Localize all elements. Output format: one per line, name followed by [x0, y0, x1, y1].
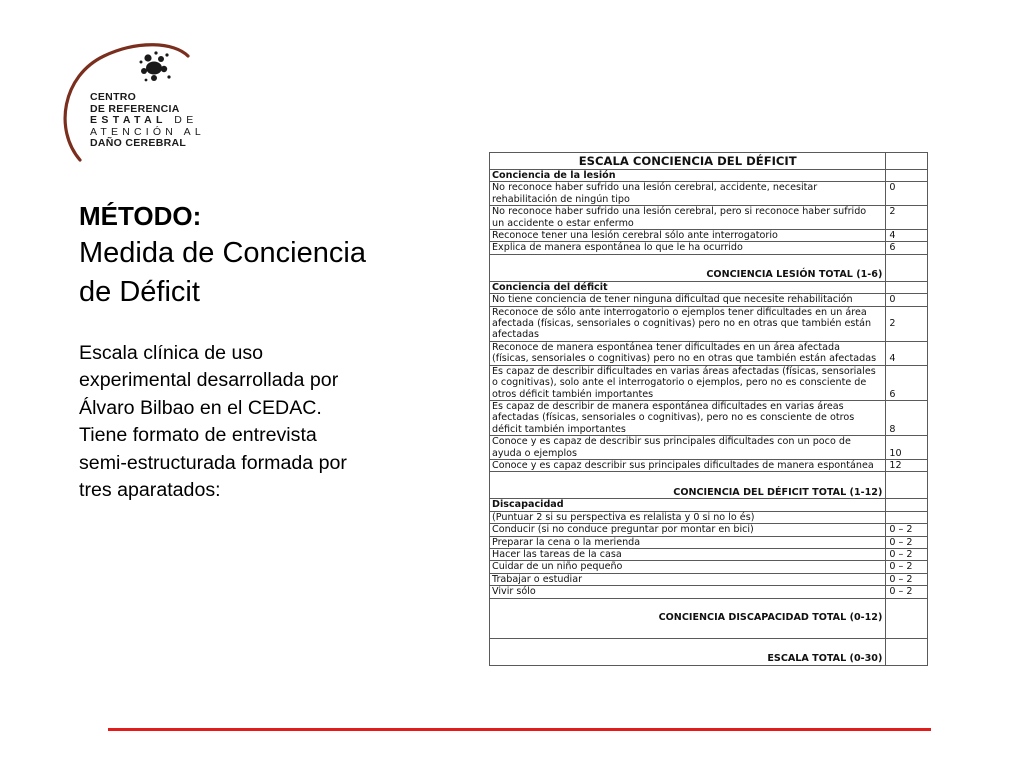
total-label: CONCIENCIA DEL DÉFICIT TOTAL (1-12) [490, 472, 886, 499]
left-text-block [79, 200, 454, 504]
criterion-line: (físicas, sensoriales o cognitivas) pero no en otras que también están afectadas [492, 353, 877, 365]
table-row [490, 294, 928, 306]
criterion-line: otros déficit también importantes [492, 388, 654, 400]
table-title: ESCALA CONCIENCIA DEL DÉFICIT [490, 153, 886, 170]
criterion-cell [490, 561, 886, 573]
section-title: Discapacidad [490, 499, 886, 511]
bottom-divider [108, 728, 931, 731]
subtitle-line: Medida de Conciencia [79, 237, 366, 269]
total-row [490, 638, 928, 665]
deficit-awareness-scale-table [489, 152, 928, 666]
table-row [490, 341, 928, 365]
table-row [490, 511, 928, 523]
criterion-cell [490, 206, 886, 230]
criterion-line: (Puntuar 2 si su perspectiva es relalista y 0 si no lo és) [492, 511, 755, 523]
score-cell: 2 [886, 306, 928, 341]
score-cell: 0 – 2 [886, 548, 928, 560]
table-row [490, 548, 928, 560]
description-line: Escala clínica de uso [79, 342, 264, 364]
table-row [490, 573, 928, 585]
total-row [490, 254, 928, 281]
table-title-value-cell [886, 153, 928, 170]
logo-line-4: ATENCIÓN AL [90, 125, 205, 138]
score-cell: 12 [886, 459, 928, 471]
table-row [490, 586, 928, 598]
criterion-line: ayuda o ejemplos [492, 447, 578, 459]
criterion-cell [490, 511, 886, 523]
criterion-line: Explica de manera espontánea lo que le ha ocurrido [492, 242, 743, 254]
criterion-cell [490, 242, 886, 254]
criterion-cell [490, 400, 886, 435]
section-header-row [490, 281, 928, 293]
table-row [490, 242, 928, 254]
table-row [490, 182, 928, 206]
score-cell [886, 254, 928, 281]
score-cell [886, 170, 928, 182]
table-row [490, 536, 928, 548]
score-cell: 6 [886, 365, 928, 400]
criterion-cell [490, 459, 886, 471]
score-cell [886, 638, 928, 665]
subtitle-line: de Déficit [79, 276, 200, 308]
criterion-line: Reconoce de sólo ante interrogatorio o ejemplos tener dificultades en un área [492, 306, 867, 318]
score-cell: 0 – 2 [886, 561, 928, 573]
score-cell: 0 – 2 [886, 586, 928, 598]
score-cell: 0 – 2 [886, 573, 928, 585]
logo-line-5: DAÑO CEREBRAL [90, 137, 187, 149]
criterion-cell [490, 536, 886, 548]
criterion-line: déficit también importantes [492, 423, 626, 435]
score-cell [886, 511, 928, 523]
criterion-line: un accidente o estar enfermo [492, 217, 634, 229]
criterion-line: No reconoce haber sufrido una lesión cerebral, accidente, necesitar [492, 182, 818, 194]
total-label: CONCIENCIA DISCAPACIDAD TOTAL (0-12) [490, 598, 886, 638]
criterion-line: Reconoce tener una lesión cerebral sólo ante interrogatorio [492, 230, 778, 242]
criterion-line: Hacer las tareas de la casa [492, 548, 622, 560]
method-heading: MÉTODO: [79, 201, 202, 231]
table-row [490, 561, 928, 573]
section-title: Conciencia de la lesión [490, 170, 886, 182]
criterion-cell [490, 548, 886, 560]
criterion-cell [490, 341, 886, 365]
criterion-line: Conoce y es capaz de describir sus principales dificultades con un poco de [492, 436, 851, 448]
criterion-line: Trabajar o estudiar [492, 573, 583, 585]
table-row [490, 306, 928, 341]
splash-logo-icon [136, 50, 172, 84]
section-title: Conciencia del déficit [490, 281, 886, 293]
criterion-cell [490, 524, 886, 536]
criterion-line: afectadas (físicas, sensoriales o cognitivas), pero no es consciente de otros [492, 412, 855, 424]
criterion-line: Vivir sólo [492, 586, 536, 598]
criterion-line: rehabilitación de ningún tipo [492, 193, 630, 205]
score-cell [886, 598, 928, 638]
criterion-cell [490, 365, 886, 400]
logo-line-2: DE REFERENCIA [90, 102, 180, 115]
score-cell [886, 499, 928, 511]
criterion-line: afectadas [492, 329, 540, 341]
score-cell: 0 – 2 [886, 524, 928, 536]
description-paragraph [79, 340, 454, 504]
criterion-cell [490, 182, 886, 206]
criterion-line: No tiene conciencia de tener ninguna dificultad que necesite rehabilitación [492, 294, 853, 306]
logo-text [90, 92, 205, 150]
criterion-line: o cognitivas), solo ante el interrogatorio o ejemplos, pero no es consciente de [492, 377, 867, 389]
table-title-row [490, 153, 928, 170]
total-row [490, 472, 928, 499]
total-row [490, 598, 928, 638]
description-line: experimental desarrollada por [79, 369, 339, 392]
score-cell: 4 [886, 341, 928, 365]
logo-line-1: CENTRO [90, 91, 137, 103]
criterion-cell [490, 436, 886, 460]
criterion-line: Es capaz de describir dificultades en varias áreas afectadas (físicas, sensoriales [492, 365, 876, 377]
description-line: semi-estructurada formada por [79, 451, 347, 474]
score-cell: 10 [886, 436, 928, 460]
table-row [490, 436, 928, 460]
table-row [490, 400, 928, 435]
table-row [490, 365, 928, 400]
criterion-line: Conducir (si no conduce preguntar por montar en bici) [492, 524, 754, 536]
cedac-logo [52, 38, 222, 178]
score-cell: 0 [886, 182, 928, 206]
criterion-line: Preparar la cena o la merienda [492, 536, 641, 548]
table-row [490, 459, 928, 471]
description-line: Álvaro Bilbao en el CEDAC. [79, 396, 322, 419]
score-cell: 0 [886, 294, 928, 306]
score-cell [886, 281, 928, 293]
logo-line-3: ESTATAL DE [90, 114, 198, 126]
description-line: tres aparatados: [79, 479, 221, 502]
total-label: ESCALA TOTAL (0-30) [490, 638, 886, 665]
criterion-line: Reconoce de manera espontánea tener dificultades en un área afectada [492, 341, 840, 353]
table-row [490, 230, 928, 242]
score-cell [886, 472, 928, 499]
criterion-cell [490, 586, 886, 598]
criterion-cell [490, 573, 886, 585]
slide-subtitle [79, 234, 454, 312]
section-header-row [490, 499, 928, 511]
criterion-cell [490, 230, 886, 242]
score-cell: 4 [886, 230, 928, 242]
criterion-cell [490, 306, 886, 341]
criterion-cell [490, 294, 886, 306]
score-cell: 6 [886, 242, 928, 254]
score-cell: 8 [886, 400, 928, 435]
criterion-line: Conoce y es capaz describir sus principales dificultades de manera espontánea [492, 459, 874, 471]
criterion-line: Cuidar de un niño pequeño [492, 561, 623, 573]
total-label: CONCIENCIA LESIÓN TOTAL (1-6) [490, 254, 886, 281]
description-line: Tiene formato de entrevista [79, 424, 317, 447]
score-cell: 2 [886, 206, 928, 230]
score-cell: 0 – 2 [886, 536, 928, 548]
criterion-line: Es capaz de describir de manera espontánea dificultades en varias áreas [492, 400, 844, 412]
table-row [490, 524, 928, 536]
criterion-line: afectada (físicas, sensoriales o cognitivas) pero no en otras que también están [492, 318, 872, 330]
table-row [490, 206, 928, 230]
criterion-line: No reconoce haber sufrido una lesión cerebral, pero si reconoce haber sufrido [492, 206, 867, 218]
section-header-row [490, 170, 928, 182]
